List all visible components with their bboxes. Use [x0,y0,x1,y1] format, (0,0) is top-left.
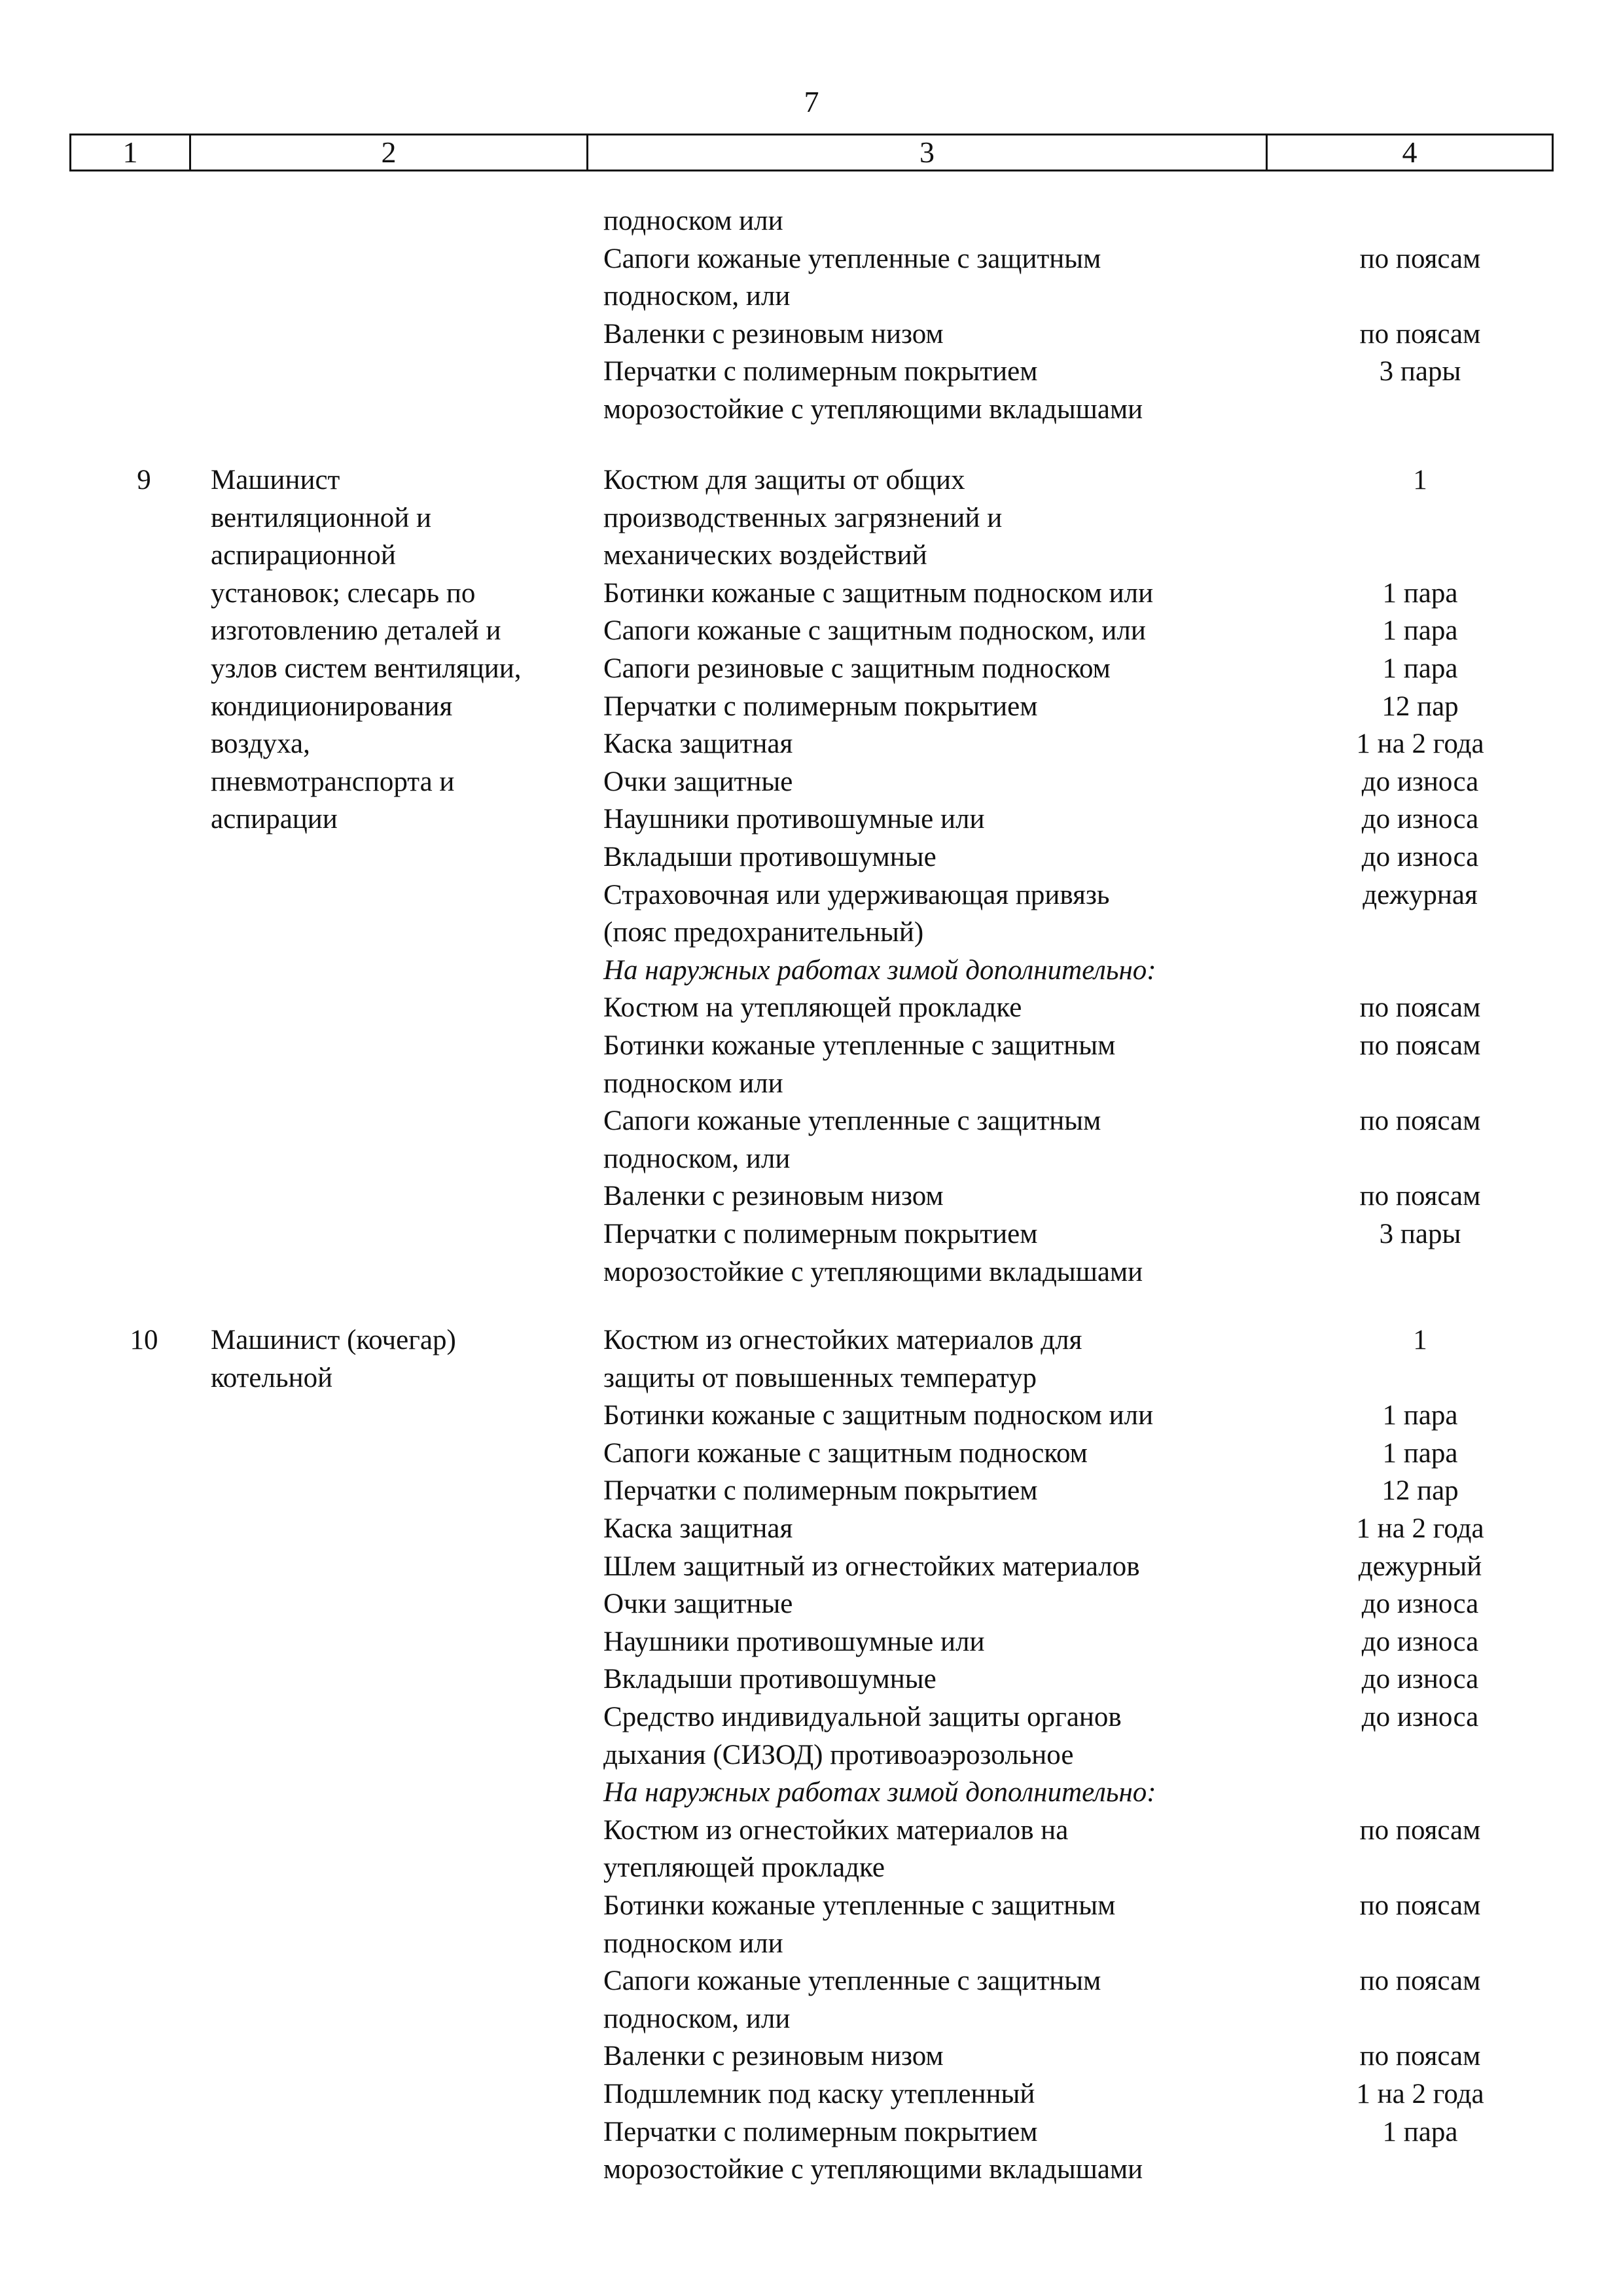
profession-line: кондиционирования [211,691,453,722]
ppe-quantity: 1 пара [1382,2116,1458,2147]
profession-line: вентиляционной и [211,502,432,533]
ppe-item: защиты от повышенных температур [603,1362,1037,1393]
ppe-item: Сапоги кожаные с защитным подноском [603,1437,1088,1469]
ppe-item: Средство индивидуальной защиты органов [603,1702,1122,1732]
ppe-item: морозостойкие с утепляющими вкладышами [603,1256,1143,1287]
ppe-quantity: дежурная [1363,879,1478,910]
ppe-quantity: до износа [1361,766,1479,797]
ppe-item: Валенки с резиновым низом [603,1181,944,1212]
ppe-item: подноском, или [603,1143,791,1174]
ppe-quantity: до износа [1361,842,1479,872]
ppe-quantity: по поясам [1359,1890,1481,1921]
header-cell-2: 2 [191,135,588,170]
profession-line: Машинист (кочегар) [211,1325,456,1355]
ppe-item: Сапоги кожаные утепленные с защитным [603,243,1101,274]
ppe-item: утепляющей прокладке [603,1852,885,1884]
ppe-item: Перчатки с полимерным покрытием [603,356,1038,387]
ppe-item: Очки защитные [603,1588,793,1620]
ppe-quantity: по поясам [1359,318,1481,350]
ppe-item: производственных загрязнений и [603,502,1003,533]
ppe-quantity: 1 пара [1382,615,1458,647]
ppe-item: морозостойкие с утепляющими вкладышами [603,394,1143,425]
ppe-item: Шлем защитный из огнестойких материалов [603,1551,1140,1582]
ppe-quantity: по поясам [1359,243,1481,274]
row-number: 10 [130,1325,158,1355]
ppe-item: Перчатки с полимерным покрытием [603,1475,1038,1507]
ppe-item: Костюм на утепляющей прокладке [603,992,1022,1024]
ppe-quantity: до износа [1361,804,1479,835]
ppe-item: Ботинки кожаные с защитным подноском или [603,577,1154,609]
ppe-quantity: 1 на 2 года [1356,2079,1484,2109]
ppe-item: Перчатки с полимерным покрытием [603,691,1038,722]
ppe-quantity: 12 пар [1382,691,1459,722]
ppe-item: морозостойкие с утепляющими вкладышами [603,2154,1143,2185]
ppe-quantity: 3 пары [1379,356,1461,387]
ppe-item: На наружных работах зимой дополнительно: [603,954,1156,986]
ppe-item: подноском, или [603,281,791,312]
ppe-quantity: 1 пара [1382,653,1458,684]
ppe-item: Сапоги резиновые с защитным подноском [603,653,1111,684]
ppe-quantity: 1 [1413,1325,1427,1355]
ppe-quantity: по поясам [1359,1030,1481,1061]
ppe-item: Сапоги кожаные с защитным подноском, или [603,615,1146,647]
ppe-item: Костюм для защиты от общих [603,465,965,495]
ppe-quantity: 1 [1413,465,1427,495]
ppe-quantity: до износа [1361,1626,1479,1657]
ppe-quantity: до износа [1361,1588,1479,1620]
ppe-item: Перчатки с полимерным покрытием [603,1219,1038,1249]
ppe-item: Страховочная или удерживающая привязь [603,879,1110,910]
ppe-quantity: до износа [1361,1702,1479,1732]
ppe-item: Перчатки с полимерным покрытием [603,2116,1038,2147]
profession-line: изготовлению деталей и [211,615,501,647]
profession-line: аспирации [211,804,338,835]
ppe-item: Костюм из огнестойких материалов на [603,1814,1069,1846]
ppe-quantity: до износа [1361,1664,1479,1695]
ppe-item: Подшлемник под каску утепленный [603,2079,1035,2109]
ppe-item: Наушники противошумные или [603,1626,985,1657]
header-cell-1: 1 [71,135,191,170]
profession-line: пневмотранспорта и [211,766,455,797]
ppe-item: подноском, или [603,2003,791,2034]
profession-line: узлов систем вентиляции, [211,653,522,684]
ppe-item: Каска защитная [603,728,793,760]
ppe-item: На наружных работах зимой дополнительно: [603,1777,1156,1808]
header-cell-3: 3 [588,135,1268,170]
ppe-quantity: 1 пара [1382,1437,1458,1469]
profession-line: Машинист [211,465,340,495]
ppe-quantity: по поясам [1359,1965,1481,1997]
profession-line: воздуха, [211,728,310,760]
ppe-quantity: по поясам [1359,1814,1481,1846]
ppe-item: (пояс предохранительный) [603,917,924,948]
profession-line: аспирационной [211,540,396,571]
profession-line: котельной [211,1362,333,1393]
ppe-item: подноском или [603,1928,783,1959]
ppe-item: Ботинки кожаные с защитным подноском или [603,1400,1154,1431]
ppe-item: Очки защитные [603,766,793,797]
ppe-item: Вкладыши противошумные [603,842,936,872]
row-number: 9 [137,465,151,495]
profession-line: установок; слесарь по [211,577,476,609]
page-number: 7 [804,85,819,118]
ppe-item: Вкладыши противошумные [603,1664,936,1695]
ppe-quantity: 1 на 2 года [1356,728,1484,760]
ppe-item: Наушники противошумные или [603,804,985,835]
ppe-item: подноском или [603,206,783,236]
ppe-item: механических воздействий [603,540,927,571]
ppe-item: дыхания (СИЗОД) противоаэрозольное [603,1739,1074,1770]
ppe-item: Сапоги кожаные утепленные с защитным [603,1965,1101,1997]
ppe-quantity: 1 на 2 года [1356,1513,1484,1544]
ppe-quantity: 3 пары [1379,1219,1461,1249]
ppe-quantity: 1 пара [1382,1400,1458,1431]
ppe-item: Валенки с резиновым низом [603,318,944,350]
ppe-item: Валенки с резиновым низом [603,2041,944,2072]
header-cell-4: 4 [1402,135,1418,169]
ppe-item: Каска защитная [603,1513,793,1544]
ppe-item: Ботинки кожаные утепленные с защитным [603,1890,1116,1921]
ppe-item: Сапоги кожаные утепленные с защитным [603,1105,1101,1137]
ppe-quantity: по поясам [1359,2041,1481,2072]
ppe-quantity: дежурный [1358,1551,1482,1582]
ppe-quantity: 1 пара [1382,577,1458,609]
ppe-quantity: 12 пар [1382,1475,1459,1507]
ppe-item: Костюм из огнестойких материалов для [603,1325,1082,1355]
ppe-quantity: по поясам [1359,1105,1481,1137]
ppe-item: подноском или [603,1067,783,1099]
ppe-quantity: по поясам [1359,992,1481,1024]
ppe-quantity: по поясам [1359,1181,1481,1212]
ppe-item: Ботинки кожаные утепленные с защитным [603,1030,1116,1061]
